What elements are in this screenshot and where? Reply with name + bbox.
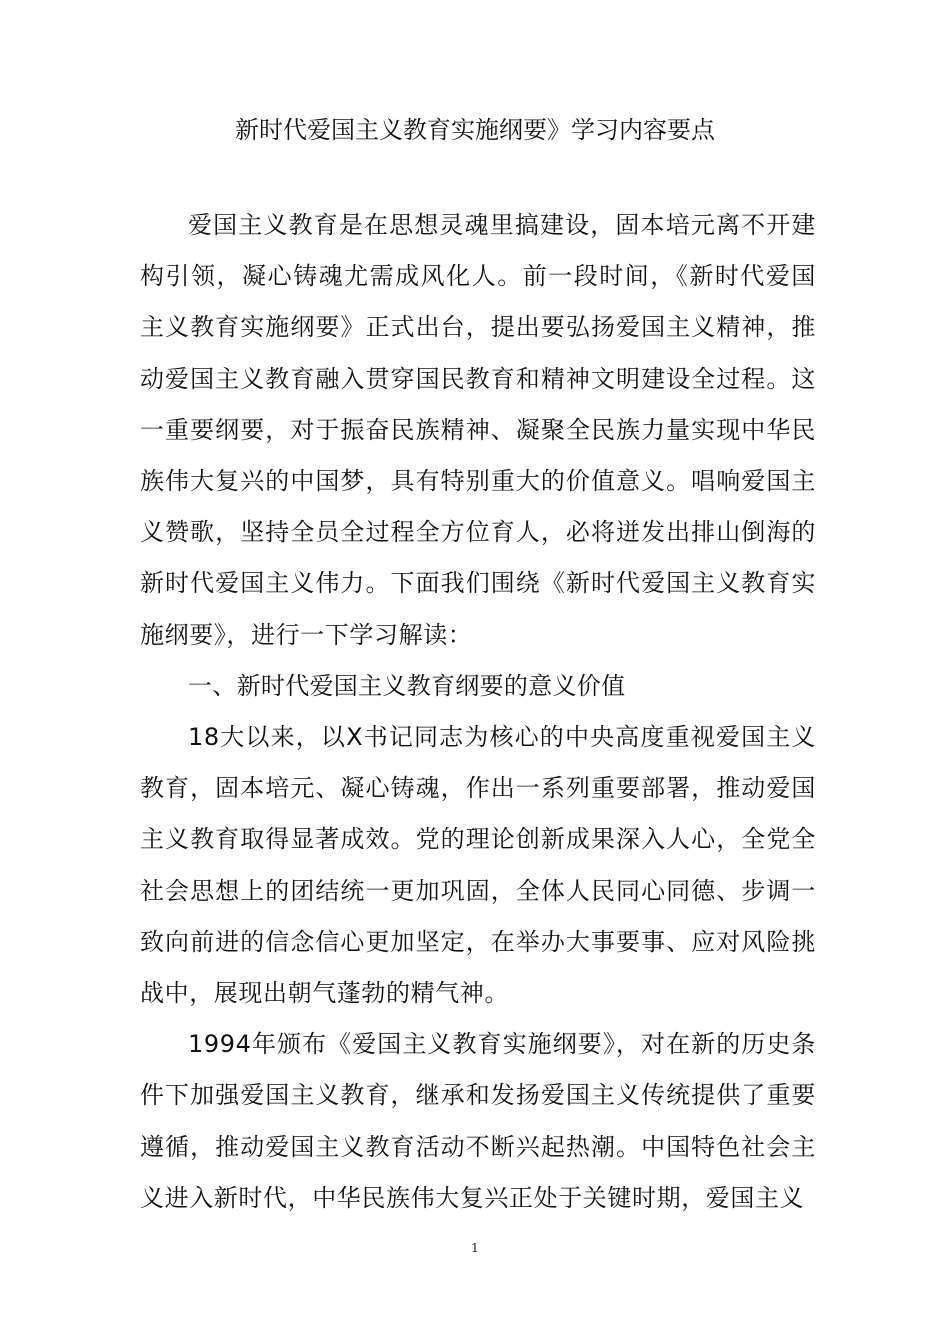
body-paragraph-1: 18大以来，以X书记同志为核心的中央高度重视爱国主义教育，固本培元、凝心铸魂，作出一系列重要部署，推动爱国主义教育取得显著成效。党的理论创新成果深入人心，全党全社会思想上的团结统一更加巩固，全体人民同心同德、步调一致向前进的信念信心更加坚定，在举办大事要事、应对风险挑战中，展现出朝气蓬勃的精气神。 — [140, 723, 816, 1008]
document-body — [140, 200, 816, 1224]
intro-paragraph: 爱国主义教育是在思想灵魂里搞建设，固本培元离不开建构引领，凝心铸魂尤需成风化人。前一段时间，《新时代爱国主义教育实施纲要》正式出台，提出要弘扬爱国主义精神，推动爱国主义教育融入贯穿国民教育和精神文明建设全过程。这一重要纲要，对于振奋民族精神、凝聚全民族力量实现中华民族伟大复兴的中国梦，具有特别重大的价值意义。唱响爱国主义赞歌，坚持全员全过程全方位育人，必将迸发出排山倒海的新时代爱国主义伟力。下面我们围绕《新时代爱国主义教育实施纲要》，进行一下学习解读： — [140, 211, 816, 649]
section-heading: 一、新时代爱国主义教育纲要的意义价值 — [188, 671, 626, 700]
page-number: 1 — [471, 1241, 479, 1255]
body-paragraph-2: 1994年颁布《爱国主义教育实施纲要》，对在新的历史条件下加强爱国主义教育，继承和发扬爱国主义传统提供了重要遵循，推动爱国主义教育活动不断兴起热潮。中国特色社会主义进入新时代，中华民族伟大复兴正处于关键时期，爱国主义 — [140, 1030, 816, 1212]
document-title: 新时代爱国主义教育实施纲要》学习内容要点 — [235, 116, 715, 144]
